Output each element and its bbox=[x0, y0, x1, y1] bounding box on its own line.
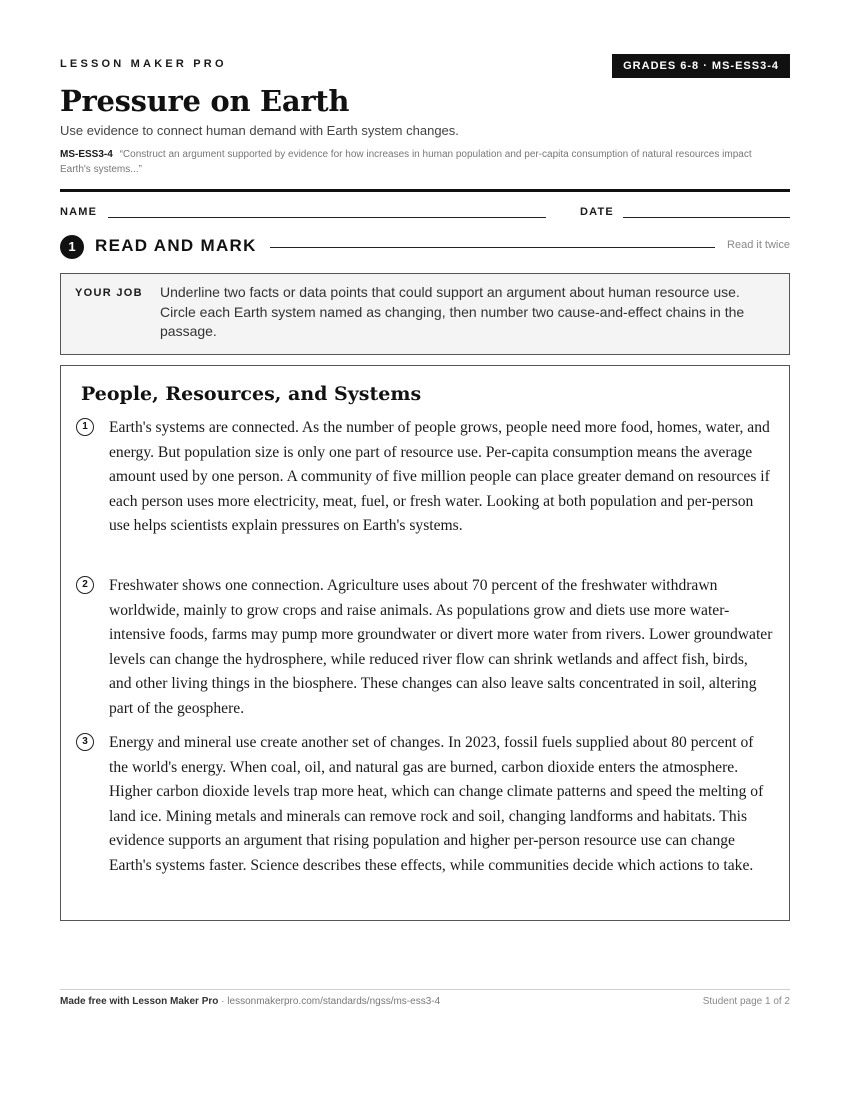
footer-made-with: Made free with Lesson Maker Pro bbox=[60, 996, 219, 1007]
page-subtitle: Use evidence to connect human demand with Earth system changes. bbox=[60, 123, 459, 138]
footer-divider bbox=[60, 989, 790, 990]
passage-title: People, Resources, and Systems bbox=[81, 383, 422, 405]
instructions-label: YOUR JOB bbox=[75, 287, 143, 299]
name-label: NAME bbox=[60, 206, 98, 218]
date-label: DATE bbox=[580, 206, 614, 218]
date-field-line[interactable] bbox=[623, 217, 790, 218]
paragraph-number: 1 bbox=[76, 418, 94, 436]
page-indicator: Student page 1 of 2 bbox=[702, 996, 790, 1007]
footer-url[interactable]: lessonmakerpro.com/standards/ngss/ms-ess3-4 bbox=[227, 996, 441, 1007]
header-divider bbox=[60, 189, 790, 192]
worksheet-page bbox=[60, 0, 790, 1100]
section-divider bbox=[270, 247, 715, 248]
reading-passage bbox=[60, 365, 790, 921]
section-title: READ AND MARK bbox=[95, 236, 257, 255]
standard-statement bbox=[60, 147, 780, 177]
paragraph-number: 2 bbox=[76, 576, 94, 594]
grade-badge: GRADES 6-8 · MS-ESS3-4 bbox=[612, 54, 790, 78]
instructions-text: Underline two facts or data points that could support an argument about human resource use. Circle each Earth system named as changing, then number two cause-and-effect chains in the passage. bbox=[160, 284, 745, 340]
section-number-badge: 1 bbox=[60, 235, 84, 259]
brand-name: LESSON MAKER PRO bbox=[60, 58, 227, 70]
paragraph-number: 3 bbox=[76, 733, 94, 751]
standard-text: “Construct an argument supported by evidence for how increases in human population and per-capita consumption of natural resources impact Earth's systems...” bbox=[60, 149, 752, 175]
name-field-line[interactable] bbox=[108, 217, 546, 218]
instructions-box bbox=[60, 273, 790, 355]
paragraph-text: Energy and mineral use create another set of changes. In 2023, fossil fuels supplied about 80 percent of the world's energy. When coal, oil, and natural gas are burned, carbon dioxide enters the atmosphere. Higher carbon dioxide levels trap more heat, which can change climate patterns and speed the melting of land ice. Mining metals and minerals can remove rock and soil, changing landforms and habitats. This evidence supports an argument that rising population and higher per-person resource use can change Earth's systems faster. Science describes these effects, while communities decide which actions to take. bbox=[109, 734, 764, 874]
paragraph-text: Freshwater shows one connection. Agriculture uses about 70 percent of the freshwater withdrawn worldwide, mainly to grow crops and raise animals. As populations grow and diets use more water-intensive foods, farms may pump more groundwater or divert more water from rivers. Lower groundwater levels can change the hydrosphere, while reduced river flow can shrink wetlands and affect fish, birds, and other living things in the biosphere. These changes can also leave salts concentrated in soil, altering part of the geosphere. bbox=[109, 577, 773, 717]
section-hint: Read it twice bbox=[727, 239, 790, 251]
footer-separator: · bbox=[218, 996, 228, 1007]
page-title: Pressure on Earth bbox=[60, 84, 350, 118]
paragraph-text: Earth's systems are connected. As the number of people grows, people need more food, homes, water, and energy. But population size is only one part of resource use. Per-capita consumption means the average amount used by one person. A community of five million people can place greater demand on resources if each person uses more electricity, meat, fuel, or fresh water. Looking at both population and per-person use helps scientists explain pressures on Earth's systems. bbox=[109, 419, 770, 534]
footer-credit bbox=[60, 996, 440, 1007]
standard-code: MS-ESS3-4 bbox=[60, 149, 113, 160]
